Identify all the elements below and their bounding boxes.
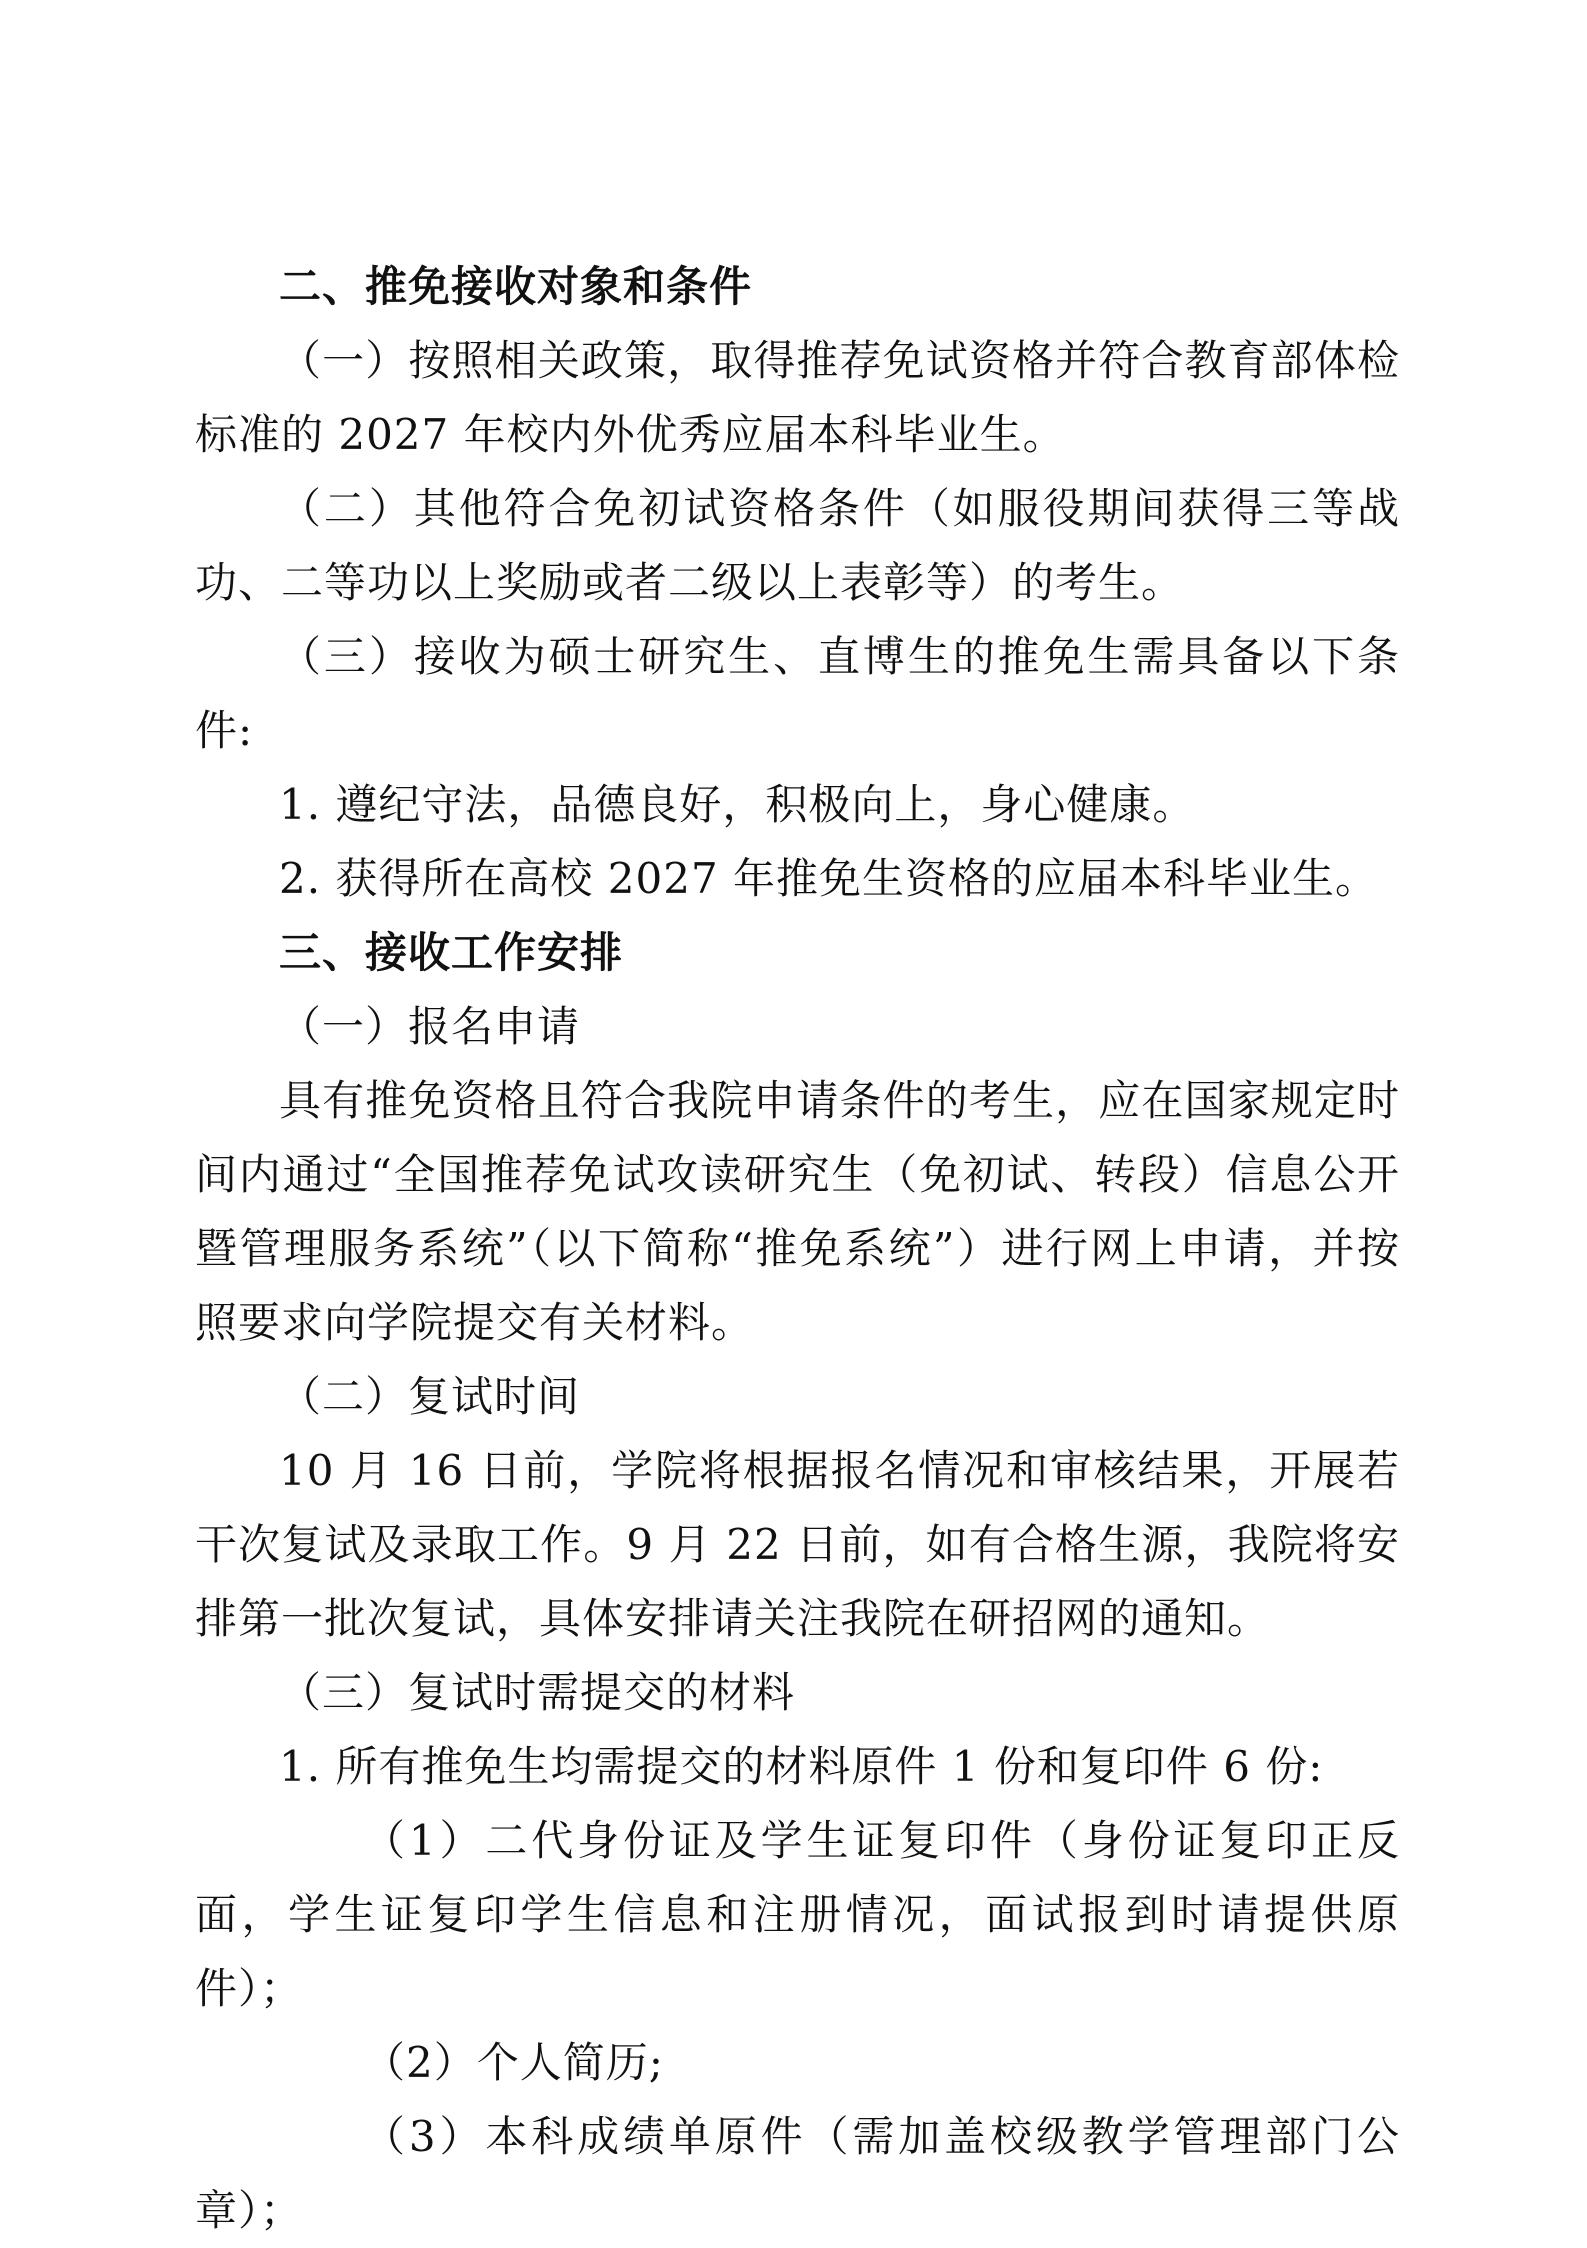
paragraph-item-3: （三）接收为硕士研究生、直博生的推免生需具备以下条件:: [195, 632, 1400, 755]
paragraph-item-2: （二）其他符合免初试资格条件（如服役期间获得三等战功、二等功以上奖励或者二级以上表彰等）的考生。: [195, 484, 1400, 607]
section-heading-3: 三、接收工作安排: [279, 928, 624, 977]
condition-item-1: 1. 遵纪守法，品德良好，积极向上，身心健康。: [279, 780, 1196, 829]
document-body: [195, 250, 1400, 2248]
subheading-materials: （三）复试时需提交的材料: [279, 1668, 796, 1717]
condition-item-2: 2. 获得所在高校 2027 年推免生资格的应届本科毕业生。: [279, 854, 1379, 903]
subheading-registration: （一）报名申请: [279, 1002, 581, 1051]
materials-subitem-1: （1）二代身份证及学生证复印件（身份证复印正反面，学生证复印学生信息和注册情况，面试报到时请提供原件）；: [195, 1816, 1400, 2013]
retest-time-paragraph: 10 月 16 日前，学院将根据报名情况和审核结果，开展若干次复试及录取工作。9 月 22 日前，如有合格生源，我院将安排第一批次复试，具体安排请关注我院在研招网的通知。: [195, 1446, 1400, 1643]
materials-item-1: 1. 所有推免生均需提交的材料原件 1 份和复印件 6 份:: [279, 1742, 1324, 1791]
registration-paragraph: 具有推免资格且符合我院申请条件的考生，应在国家规定时间内通过“全国推荐免试攻读研究生（免初试、转段）信息公开暨管理服务系统”（以下简称“推免系统”）进行网上申请，并按照要求向学院提交有关材料。: [195, 1076, 1400, 1347]
subheading-retest-time: （二）复试时间: [279, 1372, 581, 1421]
paragraph-item-1: （一）按照相关政策，取得推荐免试资格并符合教育部体检标准的 2027 年校内外优秀应届本科毕业生。: [195, 336, 1400, 459]
materials-subitem-3: （3）本科成绩单原件（需加盖校级教学管理部门公章）；: [195, 2112, 1400, 2235]
materials-subitem-2: （2）个人简历;: [363, 2038, 664, 2087]
section-heading-2: 二、推免接收对象和条件: [279, 262, 753, 311]
